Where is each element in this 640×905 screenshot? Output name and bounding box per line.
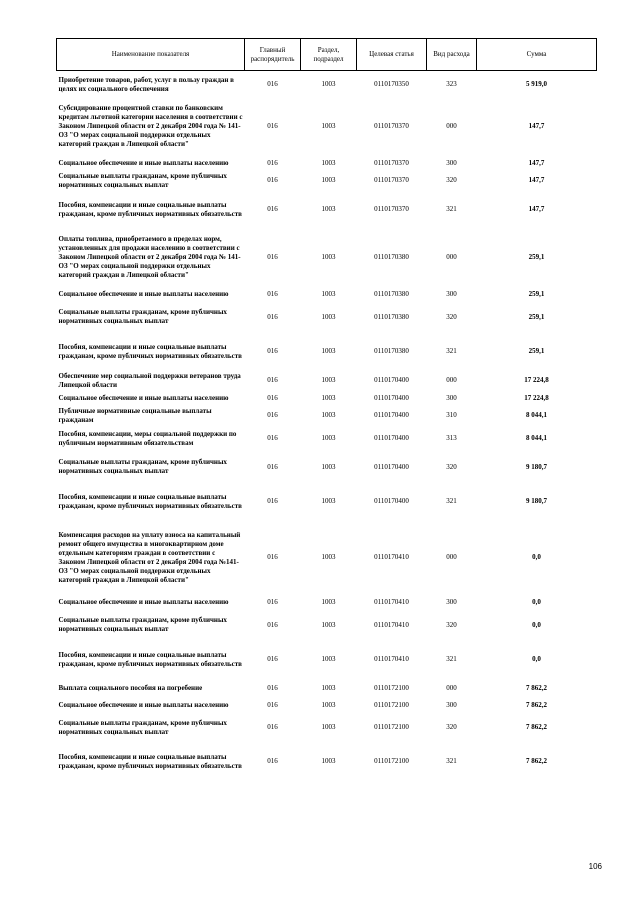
table-row [57,482,597,522]
table-row [57,714,597,742]
budget-table [56,38,597,782]
row-section: 1003 [321,683,336,692]
row-target-article: 0110170380 [374,312,409,321]
row-target-article: 0110172100 [374,723,409,731]
row-expense-type: 313 [446,434,457,442]
row-sum: 259,1 [528,253,545,261]
row-section: 1003 [321,411,336,419]
row-expense-type: 300 [446,158,457,167]
table-row [57,155,597,172]
row-sum: 0,0 [532,620,541,629]
row-main-manager: 016 [267,723,278,731]
header-target-article: Целевая статья [357,39,427,71]
row-section: 1003 [321,80,336,89]
row-main-manager: 016 [267,80,278,89]
header-main-manager: Главный распорядитель [245,39,301,71]
table-row [57,286,597,303]
table-row [57,407,597,425]
row-section: 1003 [321,655,336,663]
row-expense-type: 300 [446,700,457,709]
row-main-manager: 016 [267,620,278,629]
row-sum: 17 224,8 [524,376,549,384]
row-main-manager: 016 [267,757,278,765]
row-section: 1003 [321,462,336,471]
table-row [57,99,597,155]
table-row [57,425,597,453]
row-main-manager: 016 [267,158,278,167]
row-sum: 8 044,1 [526,411,547,419]
row-main-manager: 016 [267,655,278,663]
table-row [57,172,597,190]
row-name: Социальное обеспечение и иные выплаты населению [58,393,229,402]
table-row [57,594,597,611]
row-expense-type: 320 [446,176,457,184]
row-target-article: 0110170370 [374,158,409,167]
row-target-article: 0110170370 [374,176,409,184]
row-name: Социальные выплаты гражданам, кроме публичных нормативных социальных выплат [58,616,227,633]
row-expense-type: 320 [446,462,457,471]
row-target-article: 0110170370 [374,205,409,213]
row-sum: 9 180,7 [526,462,547,471]
row-sum: 0,0 [532,553,541,561]
page-number: 106 [588,862,602,871]
row-section: 1003 [321,347,336,355]
row-expense-type: 300 [446,597,457,606]
row-main-manager: 016 [267,253,278,261]
row-target-article: 0110170400 [374,393,409,402]
row-section: 1003 [321,723,336,731]
row-sum: 17 224,8 [524,393,549,402]
row-target-article: 0110170400 [374,376,409,384]
row-name: Социальные выплаты гражданам, кроме публичных нормативных социальных выплат [58,718,227,736]
table-row [57,230,597,286]
row-section: 1003 [321,597,336,606]
row-sum: 147,7 [528,176,545,184]
table-row [57,742,597,782]
header-sum: Сумма [477,39,597,71]
row-name: Социальные выплаты гражданам, кроме публичных нормативных социальных выплат [58,171,227,189]
row-target-article: 0110170400 [374,411,409,419]
row-sum: 9 180,7 [526,497,547,505]
row-main-manager: 016 [267,597,278,606]
row-name: Социальное обеспечение и иные выплаты населению [58,289,229,298]
row-main-manager: 016 [267,347,278,355]
row-name: Приобретение товаров, работ, услуг в пользу граждан в целях их социального обеспечения [58,75,234,93]
row-target-article: 0110170410 [374,655,409,663]
row-target-article: 0110170370 [374,122,409,130]
row-main-manager: 016 [267,289,278,298]
row-target-article: 0110170380 [374,253,409,261]
row-sum: 259,1 [528,312,545,321]
row-sum: 147,7 [528,158,545,167]
row-name: Пособия, компенсации и иные социальные выплаты гражданам, кроме публичных нормативных обязательств [58,492,242,510]
row-section: 1003 [321,700,336,709]
row-sum: 259,1 [528,289,545,298]
row-section: 1003 [321,434,336,442]
row-name: Социальные выплаты гражданам, кроме публичных нормативных социальных выплат [58,458,227,475]
table-row [57,390,597,407]
row-expense-type: 000 [446,553,457,561]
row-sum: 0,0 [532,597,541,606]
row-section: 1003 [321,176,336,184]
row-section: 1003 [321,376,336,384]
row-name: Пособия, компенсации и иные социальные выплаты гражданам, кроме публичных нормативных обязательств [58,752,242,770]
row-section: 1003 [321,253,336,261]
row-sum: 7 862,2 [526,757,547,765]
row-target-article: 0110172100 [374,700,409,709]
row-sum: 7 862,2 [526,700,547,709]
row-main-manager: 016 [267,411,278,419]
row-main-manager: 016 [267,176,278,184]
row-target-article: 0110170400 [374,462,409,471]
row-name: Обеспечение мер социальной поддержки ветеранов труда Липецкой области [58,371,241,389]
row-expense-type: 321 [446,347,457,355]
table-row [57,640,597,680]
row-target-article: 0110170380 [374,347,409,355]
row-sum: 7 862,2 [526,723,547,731]
row-expense-type: 310 [446,411,457,419]
row-expense-type: 000 [446,683,457,692]
table-header-row [57,39,597,71]
row-main-manager: 016 [267,683,278,692]
row-section: 1003 [321,312,336,321]
row-sum: 147,7 [528,205,545,213]
header-name: Наименование показателя [57,39,245,71]
row-name: Пособия, компенсации и иные социальные выплаты гражданам, кроме публичных нормативных обязательств [58,650,242,668]
row-target-article: 0110170400 [374,434,409,442]
row-main-manager: 016 [267,205,278,213]
table-row [57,332,597,372]
row-section: 1003 [321,122,336,130]
row-section: 1003 [321,393,336,402]
row-target-article: 0110170410 [374,597,409,606]
row-main-manager: 016 [267,122,278,130]
row-sum: 5 919,0 [526,80,547,89]
table-row [57,522,597,594]
row-expense-type: 000 [446,376,457,384]
table-row [57,190,597,230]
row-expense-type: 321 [446,205,457,213]
table-row [57,611,597,640]
row-sum: 259,1 [528,347,545,355]
table-row [57,453,597,482]
row-section: 1003 [321,620,336,629]
row-target-article: 0110170410 [374,553,409,561]
row-main-manager: 016 [267,700,278,709]
table-row [57,71,597,99]
row-target-article: 0110172100 [374,683,409,692]
row-name: Социальное обеспечение и иные выплаты населению [58,700,229,709]
row-main-manager: 016 [267,376,278,384]
row-section: 1003 [321,158,336,167]
row-section: 1003 [321,289,336,298]
row-name: Компенсация расходов на уплату взноса на капитальный ремонт общего имущества в многоквартирном доме отдельным категориям граждан в соответствии с Законом Липецкой области от 2 декабря 2004 года №141-ОЗ "О мерах социальной поддержки отдельных категорий граждан в Липецкой области" [58,530,241,584]
row-section: 1003 [321,497,336,505]
row-name: Публичные нормативные социальные выплаты гражданам [58,406,212,424]
row-main-manager: 016 [267,553,278,561]
row-name: Пособия, компенсации и иные социальные выплаты гражданам, кроме публичных нормативных обязательств [58,200,242,218]
row-expense-type: 323 [446,80,457,89]
row-sum: 147,7 [528,122,545,130]
table-row [57,303,597,332]
table-row [57,680,597,697]
header-expense-type: Вид расхода [427,39,477,71]
row-main-manager: 016 [267,434,278,442]
row-main-manager: 016 [267,497,278,505]
row-name: Пособия, компенсации, меры социальной поддержки по публичным нормативным обязательствам [58,429,237,447]
row-name: Выплата социального пособия на погребение [58,683,203,692]
row-expense-type: 300 [446,289,457,298]
table-row [57,372,597,390]
row-name: Оплаты топлива, приобретаемого в пределах норм, установленных для продажи населению в соответствии с Законом Липецкой области от 2 декабря 2004 года № 141-ОЗ "О мерах социальной поддержки отдельных категорий граждан в Липецкой области" [58,235,241,279]
row-main-manager: 016 [267,462,278,471]
row-expense-type: 321 [446,757,457,765]
row-expense-type: 320 [446,312,457,321]
row-target-article: 0110170410 [374,620,409,629]
row-name: Социальное обеспечение и иные выплаты населению [58,158,229,167]
row-expense-type: 320 [446,620,457,629]
row-target-article: 0110170380 [374,289,409,298]
row-name: Социальное обеспечение и иные выплаты населению [58,597,229,606]
row-expense-type: 000 [446,122,457,130]
row-sum: 0,0 [532,655,541,663]
row-section: 1003 [321,757,336,765]
row-target-article: 0110170350 [374,80,409,89]
row-expense-type: 321 [446,655,457,663]
row-main-manager: 016 [267,393,278,402]
row-expense-type: 320 [446,723,457,731]
row-sum: 8 044,1 [526,434,547,442]
header-section: Раздел, подраздел [301,39,357,71]
row-target-article: 0110172100 [374,757,409,765]
row-target-article: 0110170400 [374,497,409,505]
row-name: Субсидирование процентной ставки по банковским кредитам льготной категории населения в соответствии с Законом Липецкой области от 2 декабря 2004 года № 141-ОЗ "О мерах социальной поддержки отдельных категорий граждан в Липецкой области" [58,104,243,148]
row-expense-type: 300 [446,393,457,402]
row-expense-type: 321 [446,497,457,505]
row-section: 1003 [321,205,336,213]
row-sum: 7 862,2 [526,683,547,692]
row-name: Социальные выплаты гражданам, кроме публичных нормативных социальных выплат [58,308,227,325]
row-expense-type: 000 [446,253,457,261]
row-main-manager: 016 [267,312,278,321]
row-section: 1003 [321,553,336,561]
row-name: Пособия, компенсации и иные социальные выплаты гражданам, кроме публичных нормативных обязательств [58,342,242,360]
table-row [57,697,597,714]
